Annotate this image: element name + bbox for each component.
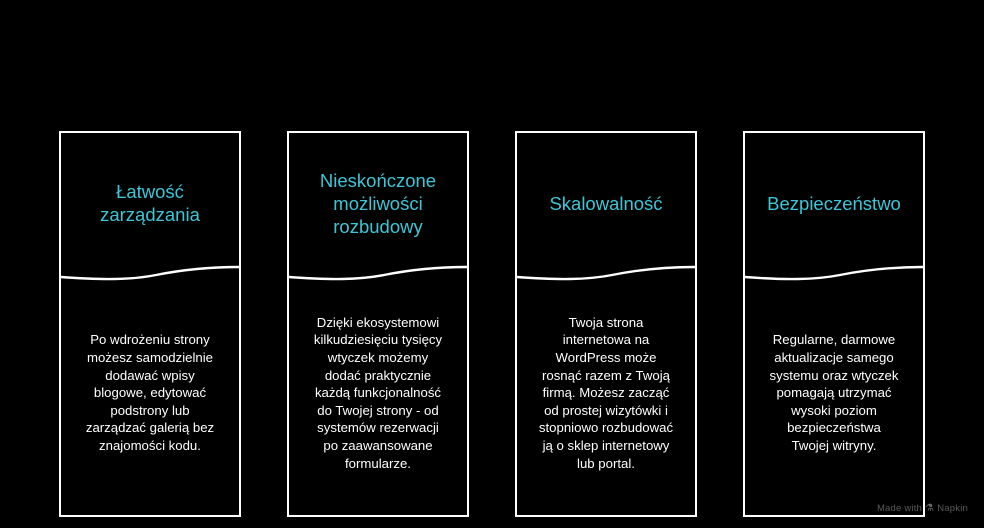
body-line: lub portal. bbox=[577, 455, 635, 471]
body-line: rosnąć razem z Twoją bbox=[541, 367, 671, 383]
body-line: blogowe, edytować bbox=[93, 385, 207, 401]
card-title-text: Łatwość zarządzania bbox=[100, 181, 200, 225]
body-line: podstrony lub bbox=[110, 402, 190, 418]
body-line: Po wdrożeniu strony bbox=[90, 332, 210, 348]
body-line: Regularne, darmowe bbox=[772, 332, 896, 348]
card-body bbox=[517, 283, 695, 515]
body-line: każdą funkcjonalność bbox=[314, 385, 442, 401]
card-title bbox=[745, 133, 923, 273]
wave-divider bbox=[289, 259, 467, 285]
body-line: stopniowo rozbudować bbox=[538, 420, 674, 436]
card-title bbox=[289, 133, 467, 273]
body-line: pomagają utrzymać bbox=[776, 385, 892, 401]
card-title-text: Bezpieczeństwo bbox=[767, 192, 901, 214]
body-line: kilkudziesięciu tysięcy bbox=[313, 332, 443, 348]
body-line: znajomości kodu. bbox=[99, 437, 201, 453]
card-body bbox=[61, 283, 239, 515]
body-line: od prostej wizytówki i bbox=[544, 402, 668, 418]
body-line: zarządzać galerią bez bbox=[85, 420, 215, 436]
body-line: wysoki poziom bbox=[791, 402, 877, 418]
made-with-napkin-watermark bbox=[877, 503, 968, 514]
card-body bbox=[745, 283, 923, 515]
body-line: Twoja strona bbox=[568, 314, 644, 330]
body-line: ją o sklep internetowy bbox=[542, 437, 670, 453]
body-line: firmą. Możesz zacząć bbox=[542, 385, 670, 401]
body-line: bezpieczeństwa bbox=[787, 420, 881, 436]
body-line: dodać praktycznie bbox=[324, 367, 432, 383]
card-unlimited-extensions bbox=[287, 131, 469, 517]
body-line: Dzięki ekosystemowi bbox=[316, 314, 440, 330]
body-line: wtyczek możemy bbox=[327, 350, 429, 366]
body-line: po zaawansowane bbox=[323, 437, 433, 453]
body-line: formularze. bbox=[345, 455, 411, 471]
card-title bbox=[517, 133, 695, 273]
card-title-text: Nieskończone możliwości rozbudowy bbox=[319, 169, 437, 237]
body-line: systemu oraz wtyczek bbox=[769, 367, 899, 383]
card-title-text: Skalowalność bbox=[549, 192, 663, 214]
body-line: do Twojej strony - od bbox=[317, 402, 439, 418]
card-scalability bbox=[515, 131, 697, 517]
body-line: dodawać wpisy bbox=[105, 367, 195, 383]
wave-divider bbox=[61, 259, 239, 285]
watermark-prefix: Made with bbox=[876, 503, 923, 514]
card-security bbox=[743, 131, 925, 517]
card-body bbox=[289, 283, 467, 515]
body-line: internetowa na bbox=[562, 332, 650, 348]
wave-divider bbox=[517, 259, 695, 285]
body-line: możesz samodzielnie bbox=[86, 350, 214, 366]
napkin-logo-icon: ⚗ bbox=[925, 503, 935, 514]
wave-divider bbox=[745, 259, 923, 285]
watermark-brand: Napkin bbox=[937, 503, 968, 514]
body-line: WordPress może bbox=[555, 350, 657, 366]
body-line: aktualizacje samego bbox=[774, 350, 894, 366]
card-ease-of-management bbox=[59, 131, 241, 517]
body-line: Twojej witryny. bbox=[791, 437, 877, 453]
body-line: systemów rezerwacji bbox=[317, 420, 439, 436]
card-title bbox=[61, 133, 239, 273]
